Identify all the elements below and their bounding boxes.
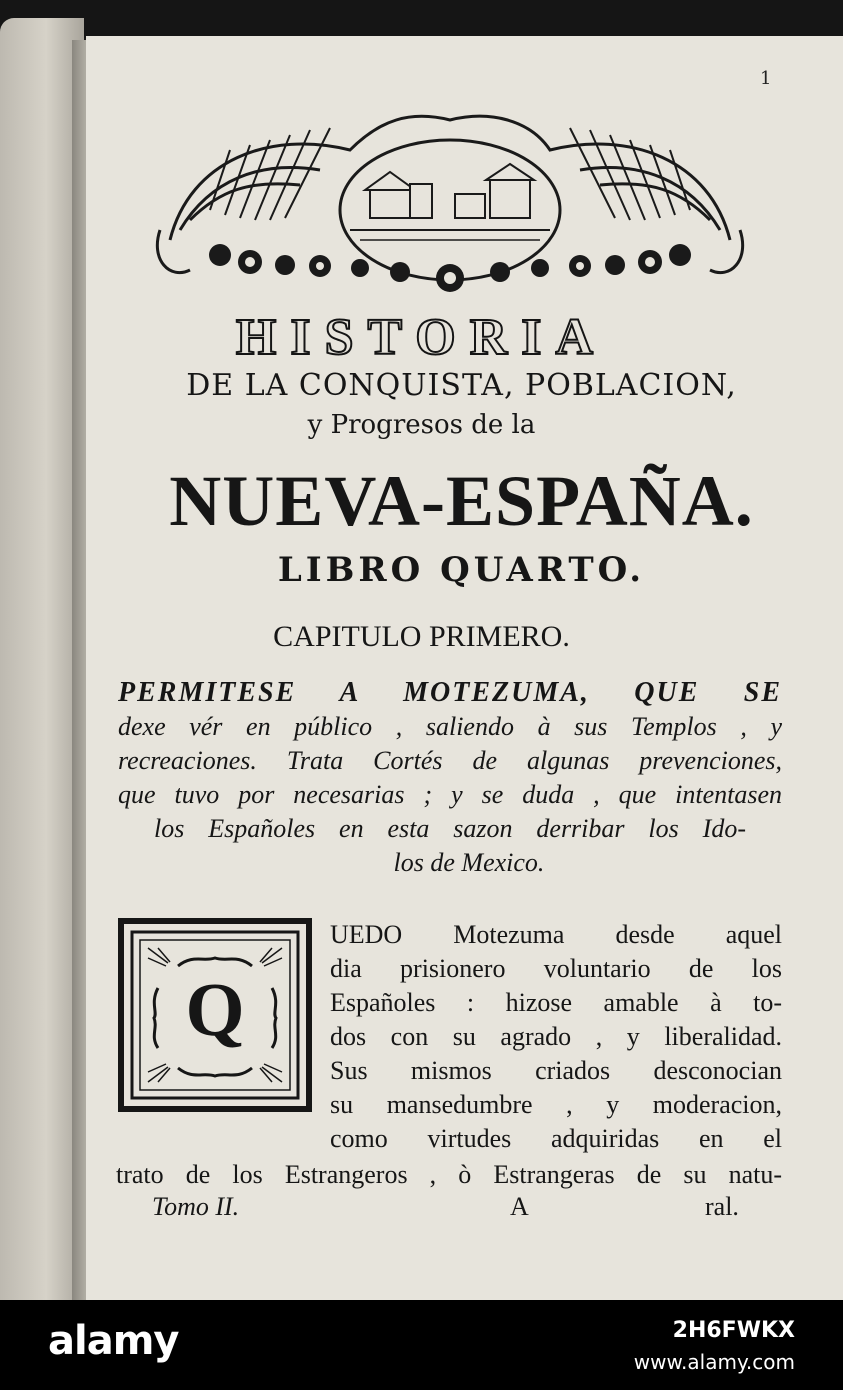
body-line: Españoles : hizose amable à to-	[330, 988, 782, 1017]
summary-line: PERMITESE A MOTEZUMA, QUE SE	[118, 677, 782, 708]
top-background	[0, 0, 843, 38]
title-subtitle-1: DE LA CONQUISTA, POBLACION,	[186, 368, 737, 403]
body-line: dos con su agrado , y liberalidad.	[330, 1022, 782, 1051]
title-historia: HISTORIA	[235, 309, 608, 366]
watermark-image-id: 2H6FWKX	[672, 1318, 795, 1343]
summary-line: los de Mexico.	[393, 848, 545, 877]
drop-cap-letter: Q	[185, 968, 245, 1052]
summary-line: recreaciones. Trata Cortés de algunas prevenciones,	[118, 746, 782, 775]
drop-cap-frame	[118, 918, 312, 1112]
body-line: como virtudes adquiridas en el	[330, 1124, 782, 1153]
summary-line: que tuvo por necesarias ; y se duda , que intentasen	[118, 780, 782, 809]
body-line: UEDO Motezuma desde aquel	[330, 920, 782, 949]
body-line: trato de los Estrangeros , ò Estrangeras de su natu-	[116, 1160, 782, 1189]
body-line: su mansedumbre , y moderacion,	[330, 1090, 782, 1119]
footer-volume: Tomo II.	[152, 1192, 240, 1221]
footer-signature: A	[510, 1192, 529, 1221]
summary-line: dexe vér en público , saliendo à sus Templos , y	[118, 712, 782, 741]
title-nueva-espana: NUEVA-ESPAÑA.	[169, 461, 754, 541]
body-line: Sus mismos criados desconocian	[330, 1056, 782, 1085]
book-heading: LIBRO QUARTO.	[277, 550, 646, 590]
summary-line: los Españoles en esta sazon derribar los Ido-	[154, 814, 746, 843]
page-number: 1	[760, 68, 772, 89]
body-paragraph	[330, 918, 782, 1156]
footer-catchword: ral.	[705, 1192, 739, 1221]
title-subtitle-2: y Progresos de la	[307, 410, 536, 440]
watermark-url: www.alamy.com	[633, 1350, 795, 1374]
body-line: dia prisionero voluntario de los	[330, 954, 782, 983]
decorative-vignette-icon	[150, 90, 750, 300]
chapter-summary	[118, 676, 782, 880]
chapter-heading: CAPITULO PRIMERO.	[273, 620, 570, 653]
watermark-logo: alamy	[48, 1318, 179, 1364]
